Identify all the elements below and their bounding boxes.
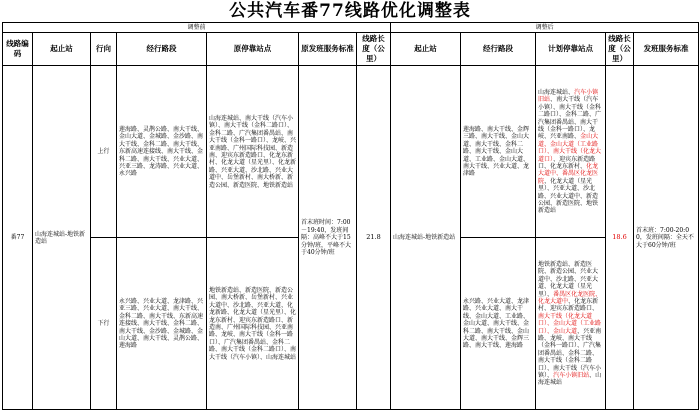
stop-segment: 、兴亚南路、龙岐、南大干线（金科一路口）、广汽集团番禺站、金科二路、南大干线（金科二路口）、南大干线（汽车小镇）、 bbox=[538, 327, 602, 380]
changed-stop-segment: 汽车小镇旧站 bbox=[553, 372, 590, 380]
header-new-length: 线路长度（公里） bbox=[606, 33, 634, 66]
header-terminals: 起止站 bbox=[33, 33, 91, 66]
new-route-down: 永兴路、兴业大道、龙津路、兴业大道、南大干线、金山大道、工业路、金山大道、南大干线、金科二路、南大干线、金山大道、南大干线、金辉三路、南大干线、莲海路 bbox=[461, 238, 536, 410]
route-adjustment-table bbox=[2, 22, 699, 410]
section-before: 调整前 bbox=[3, 23, 391, 33]
new-route-up: 莲海路、南大干线、金辉三路、南大干线、金山大道、南大干线、金科二路、南大干线、金山大道、工业路、金山大道、南大干线、兴业大道、龙津路 bbox=[461, 66, 536, 238]
page-title: 公共汽车番77线路优化调整表 bbox=[229, 1, 471, 21]
route-up: 莲海路、灵鹊公路、南大干线、金山大道、金城路、金沙路、南大干线、金科二路、南大干线、东新高速连接线、南大干线、金科二路、南大干线、兴业大道、兴亚三路、龙涛路、兴业大道、永兴路 bbox=[117, 66, 207, 238]
direction-down: 下行 bbox=[91, 238, 117, 410]
header-code: 线路编码 bbox=[3, 33, 33, 66]
changed-stop-segment: 金山大道、金山大道（工业路口）、南大干线（化龙大道口） bbox=[538, 133, 602, 163]
route-code: 番77 bbox=[3, 66, 33, 410]
header-new-terminals: 起止站 bbox=[391, 33, 461, 66]
stop-segment: 、化龙东新村、迎宾东新造路口、 bbox=[538, 297, 599, 313]
header-direction: 行向 bbox=[91, 33, 117, 66]
stop-segment: 、山海连城站 bbox=[538, 372, 602, 387]
stop-segment: 山海连城站、 bbox=[538, 88, 575, 96]
changed-stop-segment: 汽车小镇旧站 bbox=[538, 88, 599, 104]
stop-segment: 、化龙大道（星光里）、兴亚大道、沙北路、兴业大道中、新造公园、新造医院、地铁新造站 bbox=[538, 177, 599, 215]
direction-up: 上行 bbox=[91, 66, 117, 238]
stops-down: 地铁新造站、新造医院、新造公园、南大桥新、岳堡新村、兴业大道中、沙北路、兴亚大道、化龙新路、化龙大道（星光里）、化龙东新村、迎宾东新造路口、新造南、广州国际科技园、兴亚南路、龙岐、南大干线（金科一路口）、广汽集团番禺站、金科二路、南大干线（金科二路口）、南大干线（汽车小镇）、山海连城站 bbox=[207, 238, 299, 410]
header-new-route: 经行路段 bbox=[461, 33, 536, 66]
new-terminals-cell: 山海连城站-地铁新造站 bbox=[391, 66, 461, 410]
section-after: 调整后 bbox=[391, 23, 699, 33]
header-length: 线路长度（公里） bbox=[357, 33, 391, 66]
section-row bbox=[3, 23, 699, 33]
new-schedule-cell: 首末班：7:00-20:00，发班间隔：全天不大于60分钟/班 bbox=[634, 66, 699, 410]
stop-segment: 地铁新造站、新造医院、新造公园、兴业大道中、沙北路、兴亚大道、化龙大道（星光里）、 bbox=[538, 260, 599, 298]
length-cell: 21.8 bbox=[357, 66, 391, 410]
stops-up: 山海连城站、南大干线（汽车小镇）、南大干线（金科二路口）、金科二路、广汽集团番禺站、南大干线（金科一路口）、龙岐、兴亚南路、广州国际科技园、新造南、迎宾东新造路口、化龙东新村、化龙大道（星光里）、化龙新路、兴亚大道、沙北路、兴业大道中、岳堡新村、南大桥新、新造公园、新造医院、地铁新造站 bbox=[207, 66, 299, 238]
header-route: 经行路段 bbox=[117, 33, 207, 66]
changed-stop-segment: 化龙大道中、番禺区化龙医院 bbox=[538, 163, 599, 185]
terminals-cell: 山海连城站-地铁新造站 bbox=[33, 66, 91, 410]
header-row bbox=[3, 33, 699, 66]
header-schedule: 原发班服务标准 bbox=[299, 33, 357, 66]
changed-stop-segment: 番禺区化龙医院、化龙大道中 bbox=[538, 290, 602, 305]
stop-segment: 、迎宾东新造路口、化龙东新村、 bbox=[538, 155, 596, 171]
stop-segment: 、南大干线（汽车小镇）、南大干线（金科二路口）、金科二路、广汽集团番禺站、南大干线（金科一路口）、龙岐、兴亚南路、 bbox=[538, 96, 602, 141]
route-down: 永兴路、兴业大道、龙津路、兴亚三路、兴业大道、南大干线、金科二路、南大干线、东新高速连接线、南大干线、金科二路、南大干线、金沙路、金城路、金山大道、南大干线、灵鹊公路、莲海路 bbox=[117, 238, 207, 410]
table-row-up bbox=[3, 66, 699, 238]
schedule-cell: 首末班时间：7:00－19:40，发班间隔：高峰不大于15分钟/班，平峰不大于40分钟/班 bbox=[299, 66, 357, 410]
new-stops-up bbox=[536, 66, 606, 238]
header-stops: 原停靠站点 bbox=[207, 33, 299, 66]
header-new-stops: 计划停靠站点 bbox=[536, 33, 606, 66]
changed-stop-segment: 南大干线（化龙大道口）、金山大道（工业路口）、金山大道 bbox=[538, 312, 602, 335]
new-length-cell: 18.6 bbox=[606, 66, 634, 410]
new-stops-down bbox=[536, 238, 606, 410]
header-new-schedule: 发班服务标准 bbox=[634, 33, 699, 66]
